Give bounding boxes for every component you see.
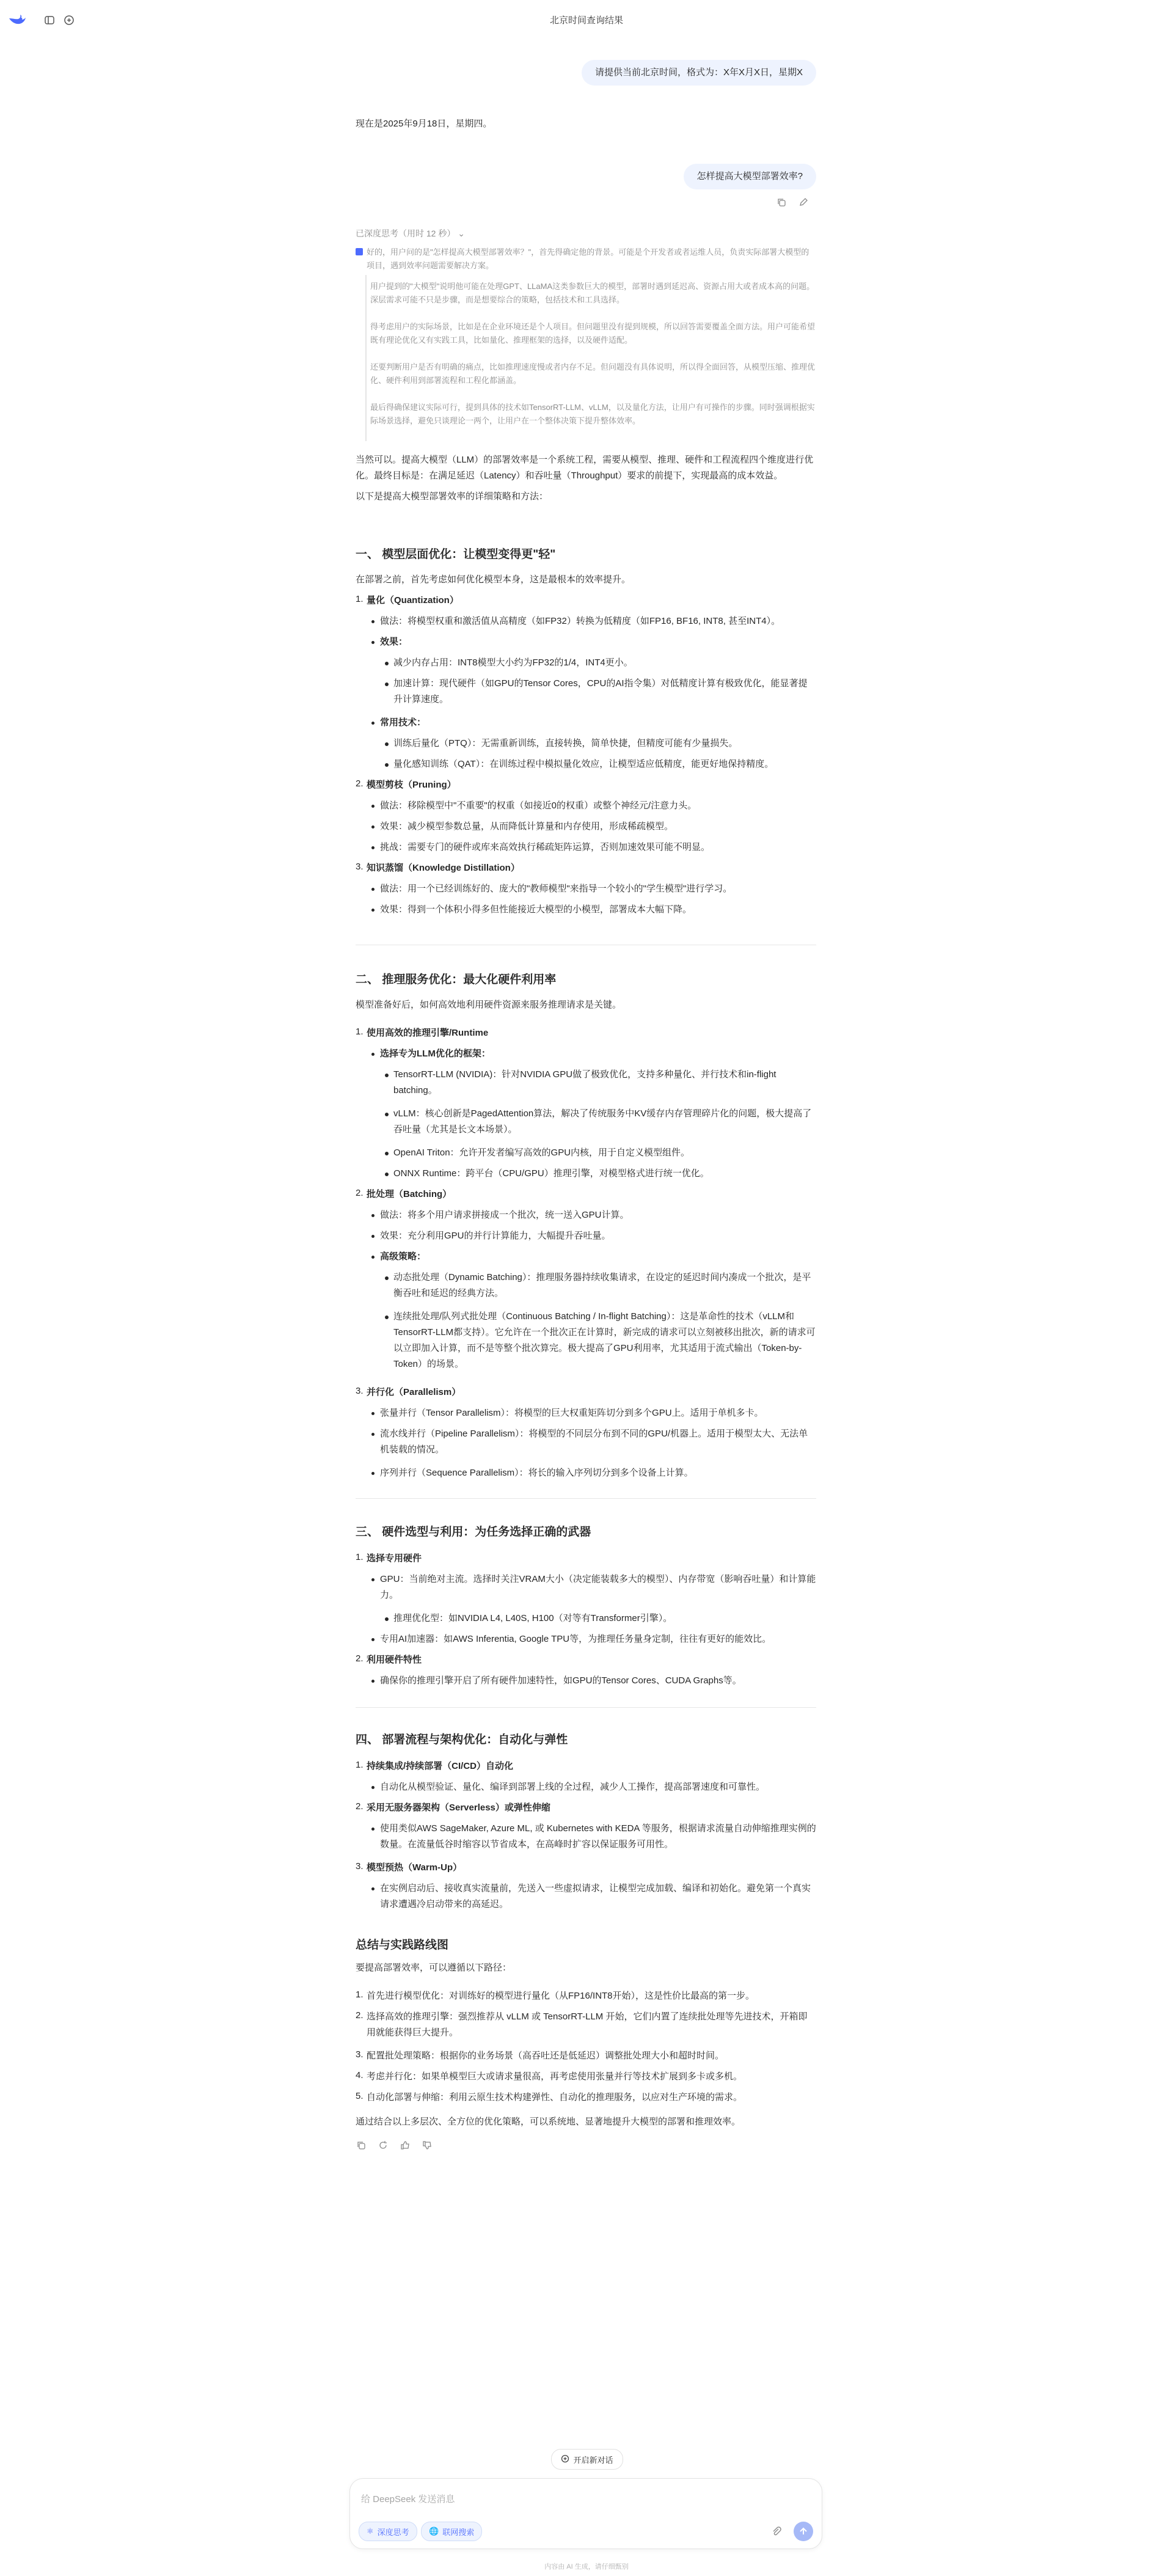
list-subbullet: vLLM：核心创新是PagedAttention算法，解决了传统服务中KV缓存内存管理碎片化的问题，极大提高了吞吐量（尤其是长文本场景）。 (382, 1106, 816, 1138)
list-bullet: 确保你的推理引擎开启了所有硬件加速特性，如GPU的Tensor Cores、CUDA Graphs等。 (369, 1673, 816, 1689)
list-bullet: 做法：移除模型中"不重要"的权重（如接近0的权重）或整个神经元/注意力头。 (369, 798, 816, 814)
list-number: 2. (356, 1801, 364, 1812)
list-bullet: 序列并行（Sequence Parallelism）：将长的输入序列切分到多个设备上计算。 (369, 1465, 816, 1481)
chevron-down-icon: ⌄ (458, 229, 465, 238)
answer-intro: 当然可以。提高大模型（LLM）的部署效率是一个系统工程，需要从模型、推理、硬件和工程流程四个维度进行优化。最终目标是：在满足延迟（Latency）和吞吐量（Throughput）要求的前提下，实现最高的成本效益。 (356, 455, 814, 481)
user-message: 怎样提高大模型部署效率? (684, 164, 816, 189)
answer-closing: 通过结合以上多层次、全方位的优化策略，可以系统地、显著地提升大模型的部署和推理效率。 (356, 2117, 741, 2127)
list-number: 1. (356, 1989, 364, 2000)
list-subbullet: 训练后量化（PTQ）：无需重新训练，直接转换，简单快捷，但精度可能有少量损失。 (382, 736, 816, 752)
list-subbullet: 推理优化型：如NVIDIA L4, L40S, H100（对等有Transformer引擎）。 (382, 1611, 816, 1626)
new-chat-label: 开启新对话 (573, 2455, 613, 2465)
answer-intro: 以下是提高大模型部署效率的详细策略和方法： (356, 491, 549, 502)
list-subbullet: ONNX Runtime：跨平台（CPU/GPU）推理引擎，对模型格式进行统一优化。 (382, 1166, 816, 1182)
list-number: 2. (356, 1188, 364, 1198)
list-subbullet: 加速计算：现代硬件（如GPU的Tensor Cores，CPU的AI指令集）对低精度计算有极致优化，能显著提升计算速度。 (382, 676, 816, 708)
list-bullet: 在实例启动后、接收真实流量前，先送入一些虚拟请求，让模型完成加载、编译和初始化。避免第一个真实请求遭遇冷启动带来的高延迟。 (369, 1881, 816, 1912)
deep-think-label: 深度思考 (377, 2527, 409, 2537)
list-bullet: 做法：用一个已经训练好的、庞大的"教师模型"来指导一个较小的"学生模型"进行学习。 (369, 881, 816, 897)
section-heading: 三、 硬件选型与利用：为任务选择正确的武器 (356, 1526, 591, 1539)
user-message: 请提供当前北京时间，格式为：X年X月X日，星期X (582, 60, 816, 86)
web-search-label: 联网搜索 (442, 2527, 475, 2537)
list-item-title: 持续集成/持续部署（CI/CD）自动化 (367, 1761, 514, 1771)
list-bullet: 选择专为LLM优化的框架： (369, 1046, 816, 1062)
regenerate-icon[interactable] (376, 2139, 390, 2152)
web-search-toggle[interactable] (421, 2522, 482, 2541)
section-heading: 总结与实践路线图 (356, 1939, 449, 1952)
list-bullet: 效果：得到一个体积小得多但性能接近大模型的小模型，部署成本大幅下降。 (369, 902, 816, 918)
message-input[interactable]: 给 DeepSeek 发送消息 (361, 2494, 455, 2505)
list-item-title: 量化（Quantization） (367, 595, 459, 606)
message-composer (349, 2478, 822, 2549)
list-bullet: 做法：将模型权重和激活值从高精度（如FP32）转换为低精度（如FP16, BF16, INT8, 甚至INT4）。 (369, 613, 816, 629)
section-heading: 一、 模型层面优化：让模型变得更"轻" (356, 548, 556, 561)
list-bullet: 常用技术： (369, 715, 816, 731)
section-lead: 要提高部署效率，可以遵循以下路径： (356, 1963, 512, 1973)
list-number: 2. (356, 778, 364, 789)
thumbs-up-icon[interactable] (398, 2139, 412, 2152)
answer-actions (354, 2139, 434, 2152)
list-item-title: 使用高效的推理引擎/Runtime (367, 1028, 489, 1038)
list-item-title: 利用硬件特性 (367, 1655, 422, 1665)
list-subbullet: OpenAI Triton：允许开发者编写高效的GPU内核，用于自定义模型组件。 (382, 1145, 816, 1161)
chat-title: 北京时间查询结果 (549, 15, 623, 26)
list-number: 3. (356, 2049, 364, 2060)
thinking-paragraph: 好的，用户问的是"怎样提高大模型部署效率？"，首先得确定他的背景。可能是个开发者或者运维人员，负责实际部署大模型的项目，遇到效率问题需要解决方案。 (367, 247, 809, 270)
disclaimer: 内容由 AI 生成，请仔细甄别 (544, 2563, 629, 2571)
list-number: 3. (356, 862, 364, 872)
deep-think-toggle[interactable] (359, 2522, 417, 2541)
list-subbullet: 减少内存占用：INT8模型大小约为FP32的1/4，INT4更小。 (382, 655, 816, 671)
thinking-paragraph: 用户提到的"大模型"说明他可能在处理GPT、LLaMA这类参数巨大的模型，部署时遇到延迟高、资源占用大或者成本高的问题。深层需求可能不只是步骤，而是想要综合的策略，包括技术和工具选择。 (370, 282, 815, 304)
list-number: 1. (356, 1552, 364, 1562)
list-number: 2. (356, 2010, 364, 2021)
list-bullet: GPU：当前绝对主流。选择时关注VRAM大小（决定能装载多大的模型）、内存带宽（影响吞吐量）和计算能力。 (369, 1572, 816, 1603)
send-button[interactable] (794, 2522, 813, 2541)
new-chat-button[interactable] (551, 2449, 623, 2470)
list-number: 1. (356, 594, 364, 604)
list-item-title: 采用无服务器架构（Serverless）或弹性伸缩 (367, 1802, 550, 1813)
thinking-label: 已深度思考（用时 12 秒） (356, 229, 456, 238)
list-subbullet: TensorRT-LLM (NVIDIA)：针对NVIDIA GPU做了极致优化，支持多种量化、并行技术和in-flight batching。 (382, 1067, 816, 1099)
list-number: 3. (356, 1386, 364, 1396)
list-number: 1. (356, 1760, 364, 1770)
thinking-paragraph: 得考虑用户的实际场景，比如是在企业环境还是个人项目。但问题里没有提到规模，所以回答需要覆盖全面方法。用户可能希望既有理论优化又有实践工具，比如量化、推理框架的选择，以及硬件适配。 (370, 322, 816, 345)
list-bullet: 做法：将多个用户请求拼接成一个批次，统一送入GPU计算。 (369, 1207, 816, 1223)
list-bullet: 自动化从模型验证、量化、编译到部署上线的全过程，减少人工操作，提高部署速度和可靠性。 (369, 1779, 816, 1795)
list-number: 1. (356, 1026, 364, 1037)
thinking-paragraph: 还要判断用户是否有明确的痛点，比如推理速度慢或者内存不足。但问题没有具体说明，所以得全面回答，从模型压缩、推理优化、硬件利用到部署流程和工程化都涵盖。 (370, 362, 816, 385)
list-number: 5. (356, 2091, 364, 2101)
attachment-icon[interactable] (770, 2525, 783, 2538)
list-item: 考虑并行化：如果单模型巨大或请求量很高，再考虑使用张量并行等技术扩展到多卡或多机。 (367, 2071, 743, 2082)
list-bullet: 效果：减少模型参数总量，从而降低计算量和内存使用，形成稀疏模型。 (369, 819, 816, 835)
list-bullet: 挑战：需要专门的硬件或库来高效执行稀疏矩阵运算，否则加速效果可能不明显。 (369, 840, 816, 855)
section-lead: 在部署之前，首先考虑如何优化模型本身，这是最根本的效率提升。 (356, 574, 631, 585)
section-lead: 模型准备好后，如何高效地利用硬件资源来服务推理请求是关键。 (356, 1000, 622, 1010)
list-item-title: 模型预热（Warm-Up） (367, 1862, 462, 1873)
list-bullet: 使用类似AWS SageMaker, Azure ML, 或 Kubernetes with KEDA 等服务，根据请求流量自动伸缩推理实例的数量。在流量低谷时缩容以节省成本，在高峰时扩容以保证服务可用性。 (369, 1821, 816, 1853)
list-item: 选择高效的推理引擎：强烈推荐从 vLLM 或 TensorRT-LLM 开始，它们内置了连续批处理等先进技术，开箱即用就能获得巨大提升。 (367, 2011, 808, 2038)
thinking-paragraph: 最后得确保建议实际可行，提到具体的技术如TensorRT-LLM、vLLM，以及量化方法，让用户有可操作的步骤。同时强调根据实际场景选择，避免只谈理论一两个，让用户在一个整体决策下提升整体效率。 (370, 403, 815, 425)
new-chat-icon (561, 2454, 569, 2465)
list-bullet: 高级策略： (369, 1249, 816, 1265)
list-number: 4. (356, 2070, 364, 2080)
list-item-title: 并行化（Parallelism） (367, 1387, 461, 1397)
list-item-title: 选择专用硬件 (367, 1553, 422, 1564)
list-item: 自动化部署与伸缩：利用云原生技术构建弹性、自动化的推理服务，以应对生产环境的需求。 (367, 2092, 743, 2102)
list-item: 首先进行模型优化：对训练好的模型进行量化（从FP16/INT8开始），这是性价比最高的第一步。 (367, 1991, 755, 2001)
list-bullet: 效果：充分利用GPU的并行计算能力，大幅提升吞吐量。 (369, 1228, 816, 1244)
thumbs-down-icon[interactable] (420, 2139, 434, 2152)
atom-icon: ⚛ (367, 2527, 374, 2536)
list-number: 2. (356, 1653, 364, 1664)
list-bullet: 效果： (369, 634, 816, 650)
copy-icon[interactable] (354, 2139, 368, 2152)
list-bullet: 张量并行（Tensor Parallelism）：将模型的巨大权重矩阵切分到多个GPU上。适用于单机多卡。 (369, 1405, 816, 1421)
list-item-title: 批处理（Batching） (367, 1189, 452, 1199)
list-subbullet: 量化感知训练（QAT）：在训练过程中模拟量化效应，让模型适应低精度，能更好地保持精度。 (382, 756, 816, 772)
globe-icon: 🌐 (429, 2527, 439, 2536)
list-item-title: 模型剪枝（Pruning） (367, 780, 456, 790)
assistant-message: 现在是2025年9月18日，星期四。 (356, 119, 492, 129)
section-heading: 二、 推理服务优化：最大化硬件利用率 (356, 973, 557, 986)
section-heading: 四、 部署流程与架构优化：自动化与弹性 (356, 1733, 568, 1746)
list-number: 3. (356, 1861, 364, 1872)
list-subbullet: 连续批处理/队列式批处理（Continuous Batching / In-flight Batching）：这是革命性的技术（vLLM和TensorRT-LLM都支持）。它允许在一个批次正在计算时，新完成的请求可以立刻被移出批次，新的请求可以立即加入计算，而不是等整个批次算完。极大提高了GPU利用率，尤其适用于流式输出（Token-by-Token）的场景。 (382, 1309, 816, 1372)
list-item-title: 知识蒸馏（Knowledge Distillation） (367, 863, 520, 873)
list-subbullet: 动态批处理（Dynamic Batching）：推理服务器持续收集请求，在设定的延迟时间内凑成一个批次，是平衡吞吐和延迟的经典方法。 (382, 1270, 816, 1301)
assistant-answer-cont (356, 0, 816, 2576)
list-item: 配置批处理策略：根据你的业务场景（高吞吐还是低延迟）调整批处理大小和超时时间。 (367, 2051, 725, 2061)
list-bullet: 流水线并行（Pipeline Parallelism）：将模型的不同层分布到不同的GPU/机器上。适用于模型太大、无法单机装载的情况。 (369, 1426, 816, 1458)
list-bullet: 专用AI加速器：如AWS Inferentia, Google TPU等，为推理任务量身定制，往往有更好的能效比。 (369, 1631, 816, 1647)
